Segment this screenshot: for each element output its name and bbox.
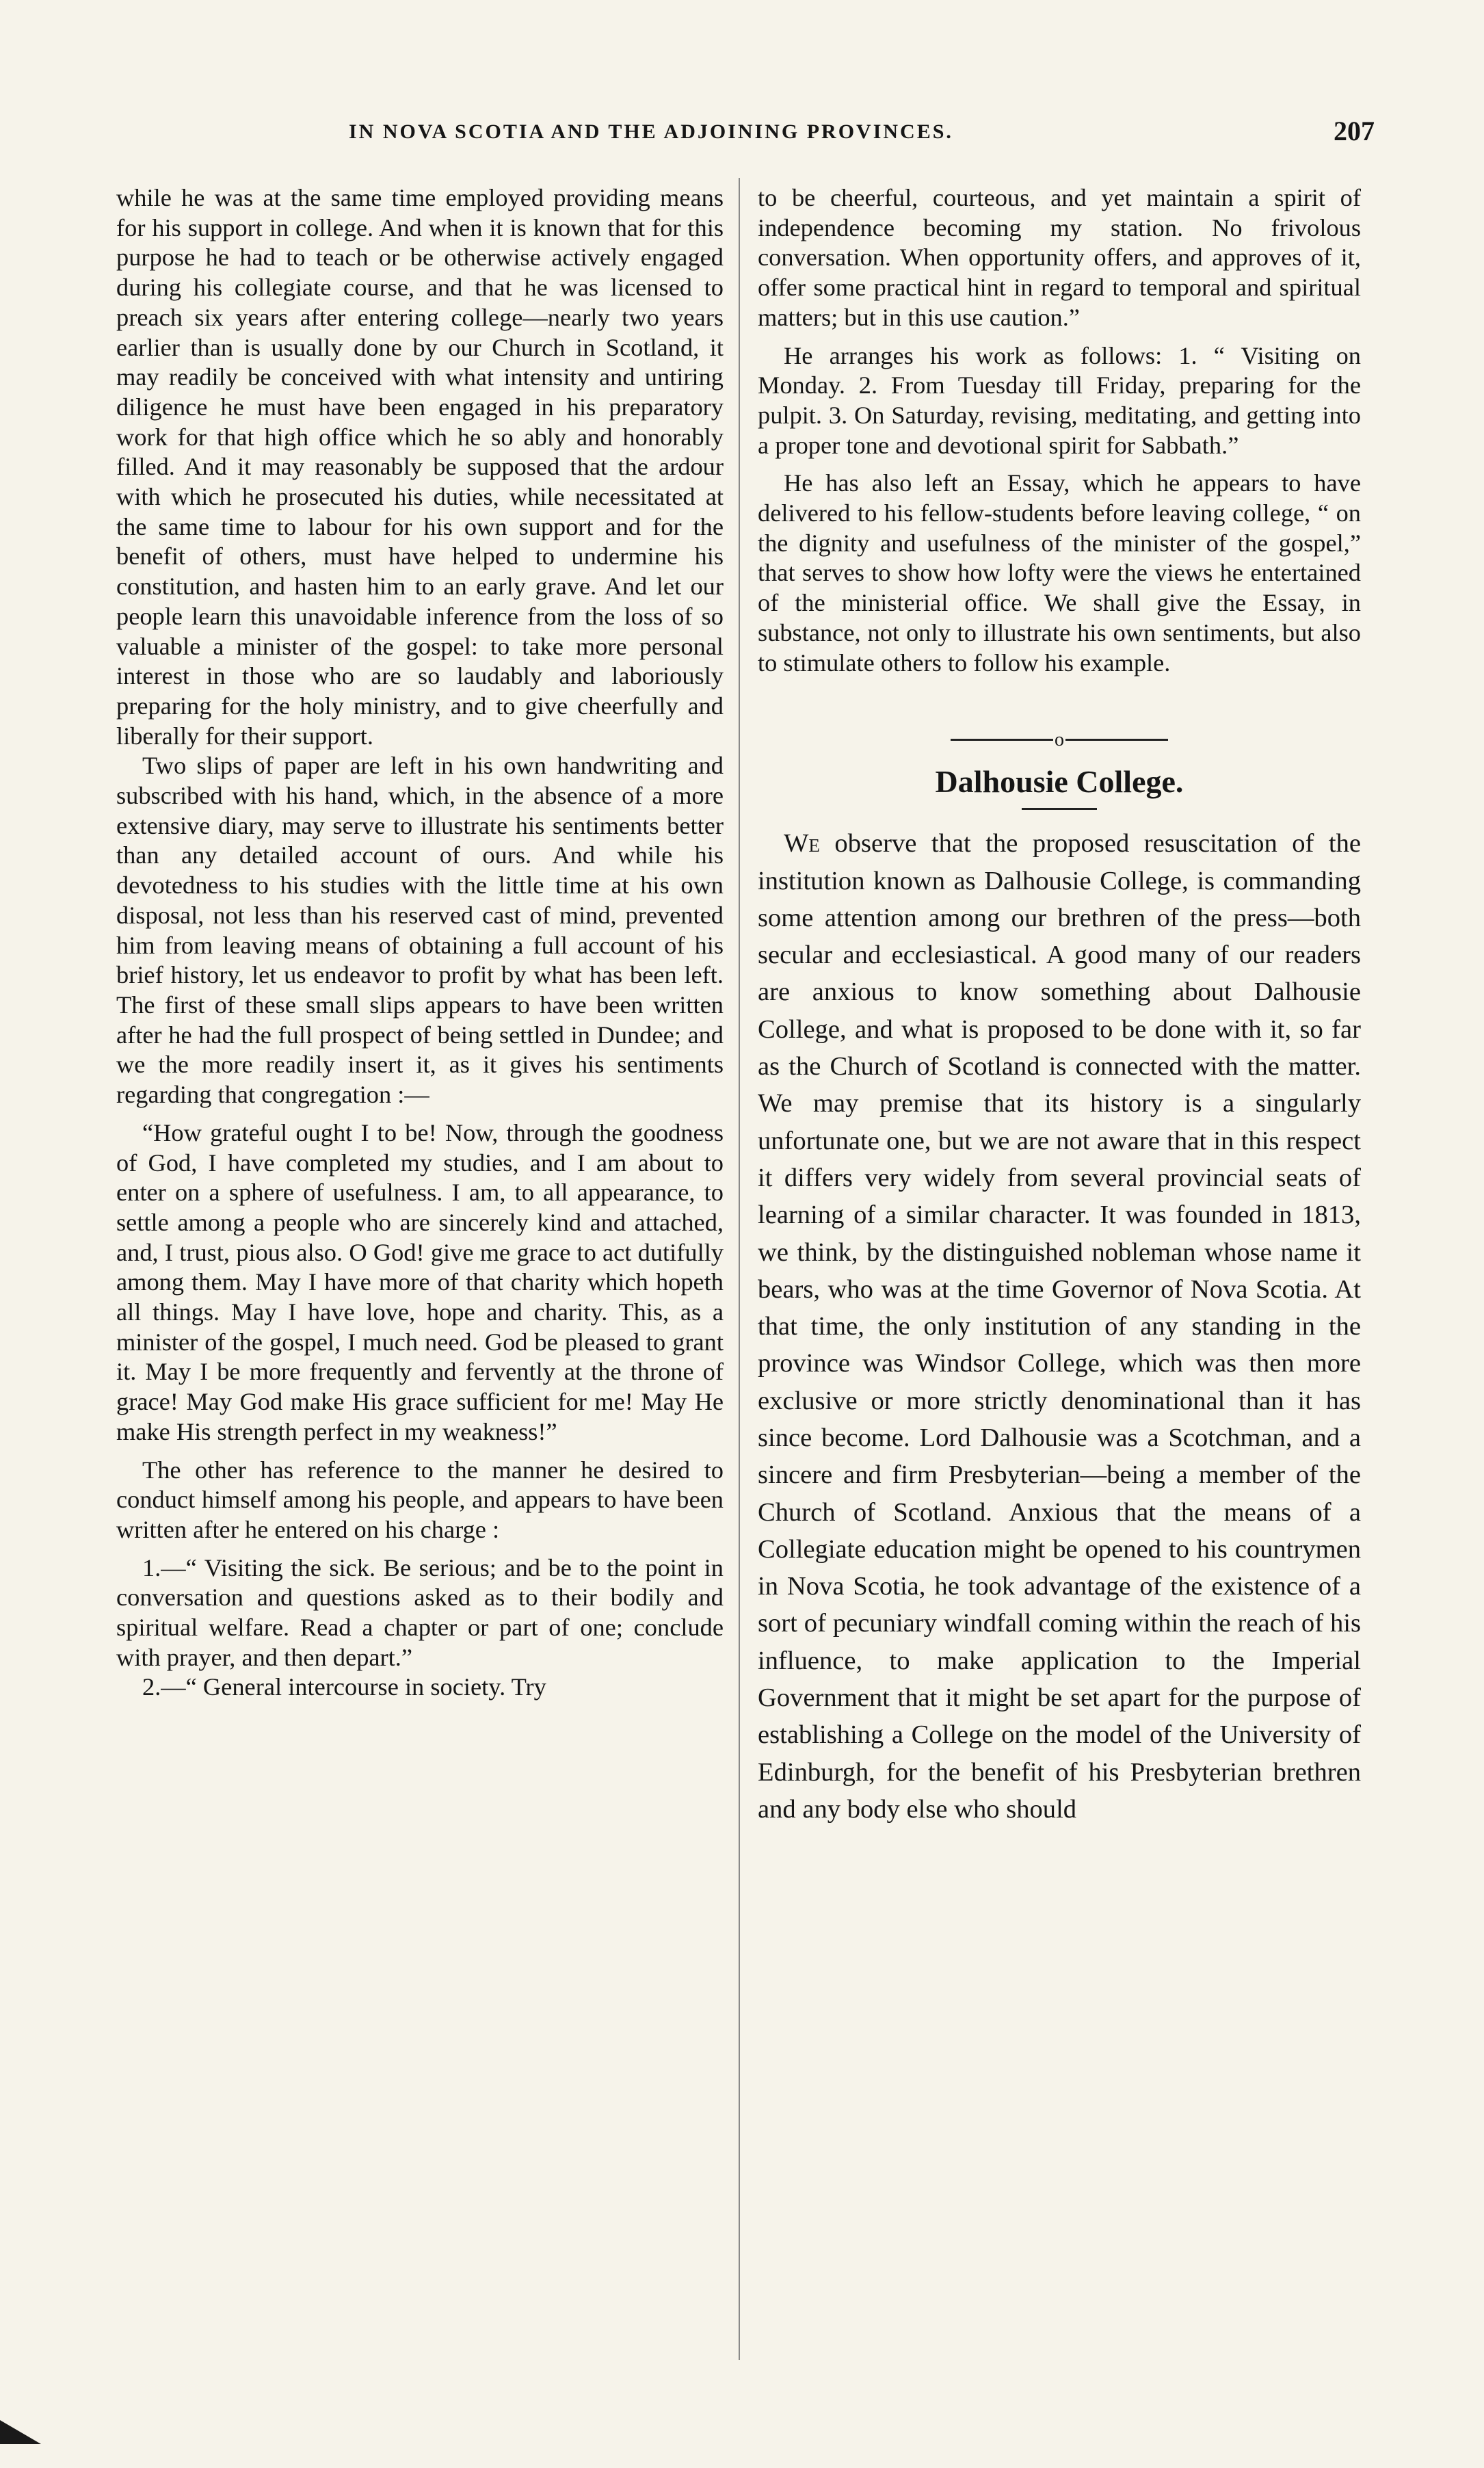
separator-line bbox=[951, 739, 1053, 741]
page-number: 207 bbox=[1334, 116, 1375, 146]
paragraph: while he was at the same time employed providing means for his support in college. And when it is known that for this purpose he had to teach or be otherwise actively engaged during his collegiate course, and that he was licensed to preach six years after entering college—nearly two years earlier than is usually done by our Church in Scotland, it may readily be conceived with what intensity and untiring diligence he must have been engaged in his preparatory work for that high office which he so ably and honorably filled. And it may reasonably be supposed that the ardour with which he prosecuted his duties, while necessitated at the same time to labour for his own support and for the benefit of others, must have helped to undermine his constitution, and hasten him to an early grave. And let our people learn this unavoidable inference from the loss of so valuable a minister of the gospel: to take more personal interest in those who are so laudably and laboriously preparing for the holy ministry, and to give cheerfully and liberally for their support. bbox=[116, 184, 724, 750]
column-divider bbox=[739, 178, 740, 2360]
left-column bbox=[116, 183, 724, 1703]
separator-line bbox=[1065, 739, 1168, 741]
separator-mark: o bbox=[1055, 729, 1064, 751]
paragraph: Two slips of paper are left in his own handwriting and subscribed with his hand, which, in the absence of a more extensive diary, may serve to illustrate his sentiments better than any detailed account of ours. And while his devotedness to his studies with the little time at his own disposal, not less than his reserved cast of mind, prevented him from leaving means of obtaining a full account of his brief history, let us endeavor to profit by what has been left. The first of these small slips appears to have been written after he had the full prospect of being settled in Dundee; and we the more readily insert it, as it gives his sentiments regarding that congregation :— bbox=[116, 752, 724, 1109]
article-body bbox=[758, 825, 1361, 1828]
article-title: Dalhousie College. bbox=[935, 764, 1184, 800]
paragraph: He arranges his work as follows: 1. “ Visiting on Monday. 2. From Tuesday till Friday, preparing for the pulpit. 3. On Saturday, revising, meditating, and getting into a proper tone and devotional spirit for Sabbath.” bbox=[758, 341, 1361, 459]
running-title: IN NOVA SCOTIA AND THE ADJOINING PROVINCES. bbox=[349, 120, 953, 143]
list-item: 2.—“ General intercourse in society. Try bbox=[142, 1673, 546, 1701]
quotation-paragraph: “How grateful ought I to be! Now, through the goodness of God, I have completed my studies, and I am about to enter on a sphere of usefulness. I am, to all appearance, to settle among a people who are sincerely kind and attached, and, I trust, pious also. O God! give me grace to act dutifully among them. May I have more of that charity which hopeth all things. May I have love, hope and charity. This, as a minister of the gospel, I much need. God be pleased to grant it. May I be more frequently and fervently at the throne of grace! May God make His grace sufficient for me! May He make His strength perfect in my weakness!” bbox=[116, 1118, 724, 1445]
list-item: 1.—“ Visiting the sick. Be serious; and be to the point in conversation and questions asked as to their bodily and spiritual welfare. Read a chapter or part of one; conclude with prayer, and then depart.” bbox=[116, 1553, 724, 1671]
page-header bbox=[116, 115, 1375, 156]
page-corner-mark bbox=[0, 2413, 48, 2447]
lead-word: We bbox=[784, 829, 820, 858]
section-separator bbox=[758, 723, 1361, 750]
right-column bbox=[758, 183, 1361, 1828]
title-rule bbox=[1022, 808, 1097, 810]
paragraph: The other has reference to the manner he desired to conduct himself among his people, and appears to have been written after he entered on his charge : bbox=[116, 1456, 724, 1543]
article-text: observe that the proposed resuscitation of the institution known as Dalhousie College, is commanding some attention among our brethren of the press—both secular and ecclesiastical. A good many of our readers are anxious to know something about Dalhousie College, and what is proposed to be done with it, so far as the Church of Scotland is connected with the matter. We may premise that its history is a singularly unfortunate one, but we are not aware that in this respect it differs very widely from several provincial seats of learning of a similar character. It was founded in 1813, we think, by the distinguished nobleman whose name it bears, who was at the time Governor of Nova Scotia. At that time, the only institution of any standing in the province was Windsor College, which was then more exclusive or more strictly denominational than it has since become. Lord Dalhousie was a Scotchman, and a sincere and firm Presbyterian—being a member of the Church of Scotland. Anxious that the means of a Collegiate education might be opened to his countrymen in Nova Scotia, he took advantage of the existence of a sort of pecuniary windfall coming within the reach of his influence, to make application to the Imperial Government that it might be set apart for the purpose of establishing a College on the model of the University of Edinburgh, for the benefit of his Presbyterian brethren and any body else who should bbox=[758, 829, 1361, 1824]
paragraph: to be cheerful, courteous, and yet maintain a spirit of independence becoming my station. No frivolous conversation. When opportunity offers, and approves of it, offer some practical hint in regard to temporal and spiritual matters; but in this use caution.” bbox=[758, 184, 1361, 331]
paragraph: He has also left an Essay, which he appears to have delivered to his fellow-students before leaving college, “ on the dignity and usefulness of the minister of the gospel,” that serves to show how lofty were the views he entertained of the ministerial office. We shall give the Essay, in substance, not only to illustrate his own sentiments, but also to stimulate others to follow his example. bbox=[758, 469, 1361, 677]
